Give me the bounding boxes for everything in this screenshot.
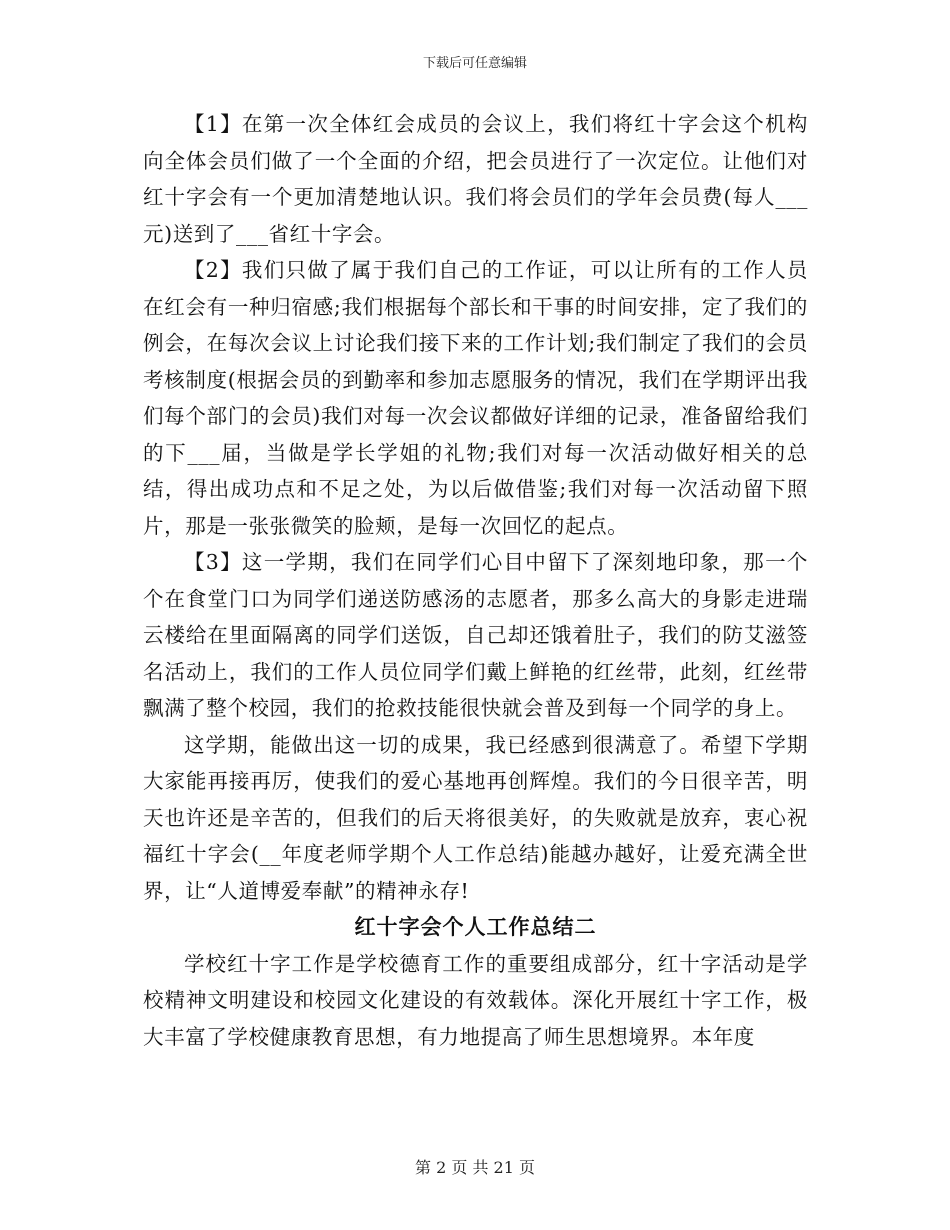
paragraph-2: 【2】我们只做了属于我们自己的工作证，可以让所有的工作人员在红会有一种归宿感;我们根据每个部长和干事的时间安排，定了我们的例会，在每次会议上讨论我们接下来的工作计划;我们制定了我们的会员考核制度(根据会员的到勤率和参加志愿服务的情况，我们在学期评出我们每个部门的会员)我们对每一次会议都做好详细的记录，准备留给我们的下___届，当做是学长学姐的礼物;我们对每一次活动做好相关的总结，得出成功点和不足之处，为以后做借鉴;我们对每一次活动留下照片，那是一张张微笑的脸颊，是每一次回忆的起点。 <box>143 258 808 538</box>
paragraph-4: 这学期，能做出这一切的成果，我已经感到很满意了。希望下学期大家能再接再厉，使我们的爱心基地再创辉煌。我们的今日很辛苦，明天也许还是辛苦的，但我们的后天将很美好，的失败就是放弃，衷心祝福红十字会(__年度老师学期个人工作总结)能越办越好，让爱充满全世界，让“人道博爱奉献”的精神永存! <box>143 732 808 903</box>
document-body <box>143 106 808 1055</box>
page-header: 下载后可任意编辑 <box>422 56 527 71</box>
section-title: 红十字会个人工作总结二 <box>354 914 597 939</box>
section-paragraph: 学校红十字工作是学校德育工作的重要组成部分，红十字活动是学校精神文明建设和校园文化建设的有效载体。深化开展红十字工作，极大丰富了学校健康教育思想，有力地提高了师生思想境界。本年度 <box>143 951 808 1049</box>
paragraph-1: 【1】在第一次全体红会成员的会议上，我们将红十字会这个机构向全体会员们做了一个全面的介绍，把会员进行了一次定位。让他们对红十字会有一个更加清楚地认识。我们将会员们的学年会员费(每人___元)送到了___省红十字会。 <box>143 112 808 246</box>
page-footer: 第 2 页 共 21 页 <box>415 1158 535 1177</box>
paragraph-3: 【3】这一学期，我们在同学们心目中留下了深刻地印象，那一个个在食堂门口为同学们递送防感汤的志愿者，那多么高大的身影走进瑞云楼给在里面隔离的同学们送饭，自己却还饿着肚子，我们的防艾滋签名活动上，我们的工作人员位同学们戴上鲜艳的红丝带，此刻，红丝带飘满了整个校园，我们的抢救技能很快就会普及到每一个同学的身上。 <box>143 550 808 720</box>
